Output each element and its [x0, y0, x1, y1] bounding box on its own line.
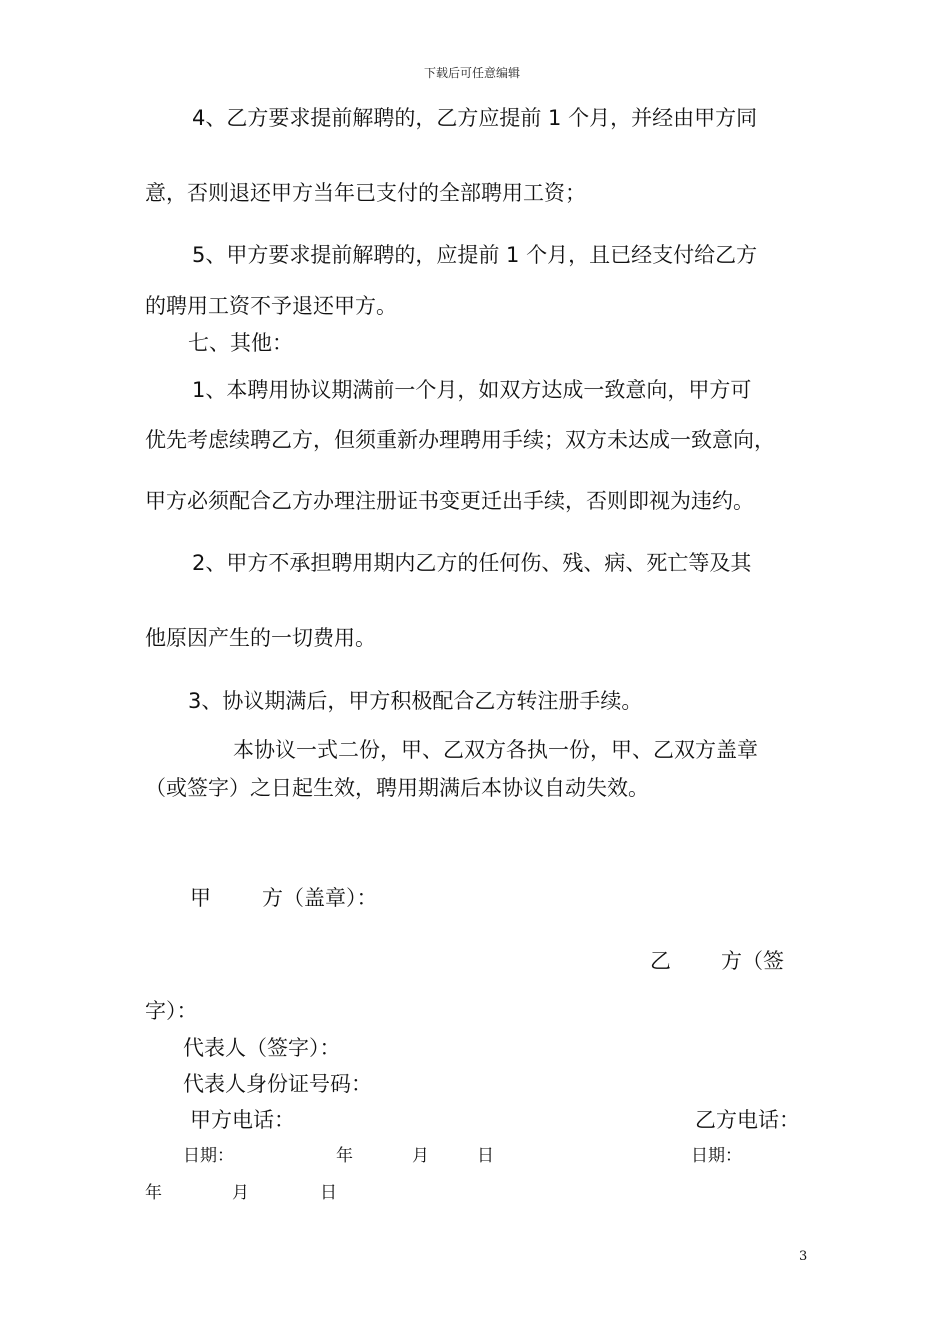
clause-7-1-line-1: 1、本聘用协议期满前一个月，如双方达成一致意向，甲方可 [192, 378, 752, 402]
party-b-date-label: 日期： [691, 1146, 742, 1166]
page-number: 3 [799, 1249, 808, 1264]
party-b-sign: 方（签 [721, 949, 784, 973]
party-a-date-day: 日 [477, 1146, 494, 1166]
party-a-date-label: 日期： [183, 1146, 234, 1166]
clause-6-5-line-2: 的聘用工资不予退还甲方。 [145, 294, 397, 318]
party-a-date-month: 月 [412, 1146, 429, 1166]
clause-6-4-line-1: 4、乙方要求提前解聘的，乙方应提前 1 个月，并经由甲方同 [192, 106, 758, 130]
party-b-sign-cont: 字）： [145, 999, 198, 1023]
party-b-date-month: 月 [232, 1183, 249, 1203]
party-a-seal: 方（盖章）： [262, 886, 378, 910]
party-a-phone: 甲方电话： [190, 1108, 295, 1132]
section-7-heading: 七、其他： [188, 331, 293, 355]
clause-7-1-line-3: 甲方必须配合乙方办理注册证书变更迁出手续，否则即视为违约。 [145, 489, 754, 513]
representative-signature: 代表人（签字）： [183, 1036, 341, 1060]
party-b-label: 乙 [650, 949, 671, 973]
clause-7-2-line-1: 2、甲方不承担聘用期内乙方的任何伤、残、病、死亡等及其 [192, 551, 752, 575]
clause-6-5-line-1: 5、甲方要求提前解聘的，应提前 1 个月，且已经支付给乙方 [192, 243, 758, 267]
party-a-label: 甲 [190, 886, 211, 910]
party-a-date-year: 年 [336, 1146, 353, 1166]
representative-id-number: 代表人身份证号码： [183, 1072, 372, 1096]
clause-7-3: 3、协议期满后，甲方积极配合乙方转注册手续。 [188, 689, 643, 713]
page-header: 下载后可任意编辑 [424, 66, 521, 80]
closing-line-2: （或签字）之日起生效，聘用期满后本协议自动失效。 [145, 776, 649, 800]
clause-7-2-line-2: 他原因产生的一切费用。 [145, 626, 376, 650]
clause-7-1-line-2: 优先考虑续聘乙方，但须重新办理聘用手续；双方未达成一致意向， [145, 428, 775, 452]
party-b-date-day: 日 [320, 1183, 337, 1203]
closing-line-1: 本协议一式二份，甲、乙双方各执一份，甲、乙双方盖章 [233, 738, 758, 762]
party-b-phone: 乙方电话： [695, 1108, 800, 1132]
party-b-date-year: 年 [145, 1183, 162, 1203]
clause-6-4-line-2: 意，否则退还甲方当年已支付的全部聘用工资； [145, 181, 586, 205]
